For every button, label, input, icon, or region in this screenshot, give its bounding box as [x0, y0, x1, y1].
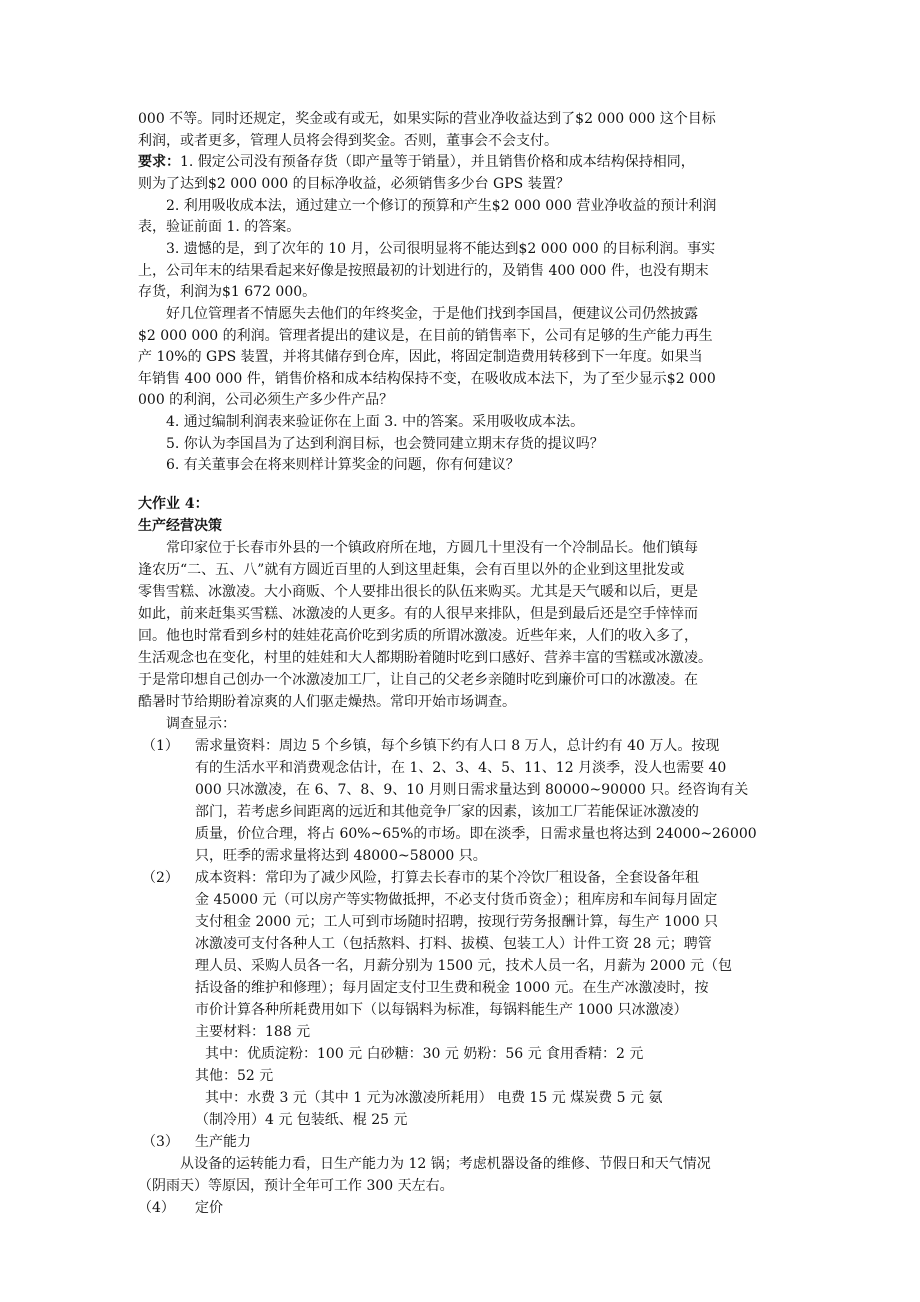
q6-line: 6. 有关董事会在将来则样计算奖金的问题，你有何建议？ — [166, 457, 520, 473]
story-line-1: 常印家位于长春市外县的一个镇政府所在地，方圆几十里没有一个冷制品长。他们镇每 — [166, 540, 698, 556]
item-1-line-2: 有的生活水平和消费观念估计，在 1、2、3、4、5、11、12 月淡季，没人也需要 40 — [195, 760, 727, 776]
others-detail-line-1: 其中：水费 3 元（其中 1 元为冰激凌所耗用） 电费 15 元 煤炭费 5 元 氨 — [205, 1090, 663, 1106]
story-line-2: 逢农历“二、五、八”就有方圆近百里的人到这里赶集，会有百里以外的企业到这里批发或 — [138, 562, 685, 578]
item-4-label: （4） — [138, 1200, 175, 1216]
section-heading: 大作业 4： — [138, 496, 209, 512]
item-4-title: 定价 — [195, 1200, 223, 1216]
item-2-line-5: 理人员、采购人员各一名，月薪分别为 1500 元，技术人员一名，月薪为 2000 元（包 — [195, 958, 733, 974]
requirement-line — [138, 152, 695, 173]
q3-line-1: 3. 遗憾的是，到了次年的 10 月，公司很明显将不能达到$2 000 000 的目标利润。事实 — [166, 241, 716, 257]
item-1-line-1: 需求量资料：周边 5 个乡镇，每个乡镇下约有人口 8 万人，总计约有 40 万人。按现 — [195, 738, 720, 754]
q2-line-1: 2. 利用吸收成本法，通过建立一个修订的预算和产生$2 000 000 营业净收益的预计利润 — [166, 198, 717, 214]
q4-line: 4. 通过编制利润表来验证你在上面 3. 中的答案。采用吸收成本法。 — [166, 414, 585, 430]
q3-line-3: 存货，利润为$1 672 000。 — [138, 284, 317, 300]
q3-line-2: 上，公司年末的结果看起来好像是按照最初的计划进行的，及销售 400 000 件，也没有期末 — [138, 263, 709, 279]
item-1-label: （1） — [142, 738, 179, 754]
item-2-line-7: 市价计算各种所耗费用如下（以每锅料为标准，每锅料能生产 1000 只冰激凌） — [195, 1002, 688, 1018]
item-1-line-4: 部门，若考虑乡间距离的远近和其他竞争厂家的因素，该加工厂若能保证冰激凌的 — [195, 804, 699, 820]
story-line-5: 回。他也时常看到乡村的娃娃花高价吃到劣质的所谓冰激凌。近些年来，人们的收入多了， — [138, 628, 698, 644]
item-3-line-1: 从设备的运转能力看，日生产能力为 12 锅；考虑机器设备的维修、节假日和天气情况 — [180, 1156, 711, 1172]
item-2-line-6: 括设备的维护和修理）；每月固定支付卫生费和税金 1000 元。在生产冰激凌时，按 — [195, 980, 709, 996]
materials-line: 主要材料：188 元 — [195, 1024, 311, 1040]
requirement-label: 要求： — [138, 154, 180, 170]
q2-line-2: 表，验证前面 1. 的答案。 — [138, 219, 301, 235]
intro-line-2: 利润，或者更多，管理人员将会得到奖金。否则，董事会不会支付。 — [138, 133, 558, 149]
others-line: 其他：52 元 — [195, 1068, 274, 1084]
item-1-line-5: 质量，价位合理，将占 60%~65%的市场。即在淡季，日需求量也将达到 24000~26000 — [195, 826, 757, 842]
q1-line-1: 1. 假定公司没有预备存货（即产量等于销量），并且销售价格和成本结构保持相同， — [180, 154, 695, 170]
item-2-line-4: 冰激凌可支付各种人工（包括熬料、打料、拔模、包装工人）计件工资 28 元；聘管 — [195, 936, 712, 952]
story-line-3: 零售雪糕、冰激凌。大小商贩、个人要排出很长的队伍来购买。尤其是天气暖和以后，更是 — [138, 584, 698, 600]
p4-line-3: 产 10%的 GPS 装置，并将其储存到仓库，因此，将固定制造费用转移到下一年度。如果当 — [138, 349, 703, 365]
q1-line-2: 则为了达到$2 000 000 的目标净收益，必须销售多少台 GPS 装置？ — [138, 176, 570, 192]
survey-label: 调查显示： — [166, 716, 236, 732]
p4-line-1: 好几位管理者不情愿失去他们的年终奖金，于是他们找到李国昌，便建议公司仍然披露 — [166, 306, 698, 322]
p4-line-4: 年销售 400 000 件，销售价格和成本结构保持不变，在吸收成本法下，为了至少显示$2 000 — [138, 371, 716, 387]
item-2-label: （2） — [142, 870, 179, 886]
item-2-line-1: 成本资料：常印为了减少风险，打算去长春市的某个冷饮厂租设备，全套设备年租 — [195, 870, 699, 886]
others-detail-line-2: （制冷用）4 元 包装纸、棍 25 元 — [195, 1112, 408, 1128]
item-3-line-2: （阴雨天）等原因，预计全年可工作 300 天左右。 — [138, 1178, 454, 1194]
item-2-line-2: 金 45000 元（可以房产等实物做抵押，不必支付货币资金）；租库房和车间每月固定 — [195, 892, 718, 908]
materials-detail-line: 其中：优质淀粉：100 元 白砂糖：30 元 奶粉：56 元 食用香精：2 元 — [205, 1046, 644, 1062]
item-3-title: 生产能力 — [195, 1134, 251, 1150]
section-subheading: 生产经营决策 — [138, 518, 222, 534]
item-1-line-6: 只，旺季的需求量将达到 48000~58000 只。 — [195, 848, 487, 864]
q5-line: 5. 你认为李国昌为了达到利润目标，也会赞同建立期末存货的提议吗？ — [166, 436, 604, 452]
intro-line-1: 000 不等。同时还规定，奖金或有或无，如果实际的营业净收益达到了$2 000 000 这个目标 — [138, 111, 716, 127]
story-line-7: 于是常印想自己创办一个冰激凌加工厂，让自己的父老乡亲随时吃到廉价可口的冰激凌。在 — [138, 672, 698, 688]
story-line-8: 酷暑时节给期盼着凉爽的人们驱走燥热。常印开始市场调查。 — [138, 694, 516, 710]
story-line-4: 如此，前来赶集买雪糕、冰激凌的人更多。有的人很早来排队，但是到最后还是空手悻悻而 — [138, 606, 698, 622]
item-2-line-3: 支付租金 2000 元；工人可到市场随时招聘，按现行劳务报酬计算，每生产 1000 只 — [195, 914, 719, 930]
p4-line-2: $2 000 000 的利润。管理者提出的建议是，在目前的销售率下，公司有足够的生产能力再生 — [138, 328, 713, 344]
item-1-line-3: 000 只冰激凌，在 6、7、8、9、10 月则日需求量达到 80000~90000 只。经咨询有关 — [195, 782, 749, 798]
item-3-label: （3） — [142, 1134, 179, 1150]
p4-line-5: 000 的利润，公司必须生产多少件产品？ — [138, 392, 394, 408]
story-line-6: 生活观念也在变化，村里的娃娃和大人都期盼着随时吃到口感好、营养丰富的雪糕或冰激凌。 — [138, 650, 712, 666]
